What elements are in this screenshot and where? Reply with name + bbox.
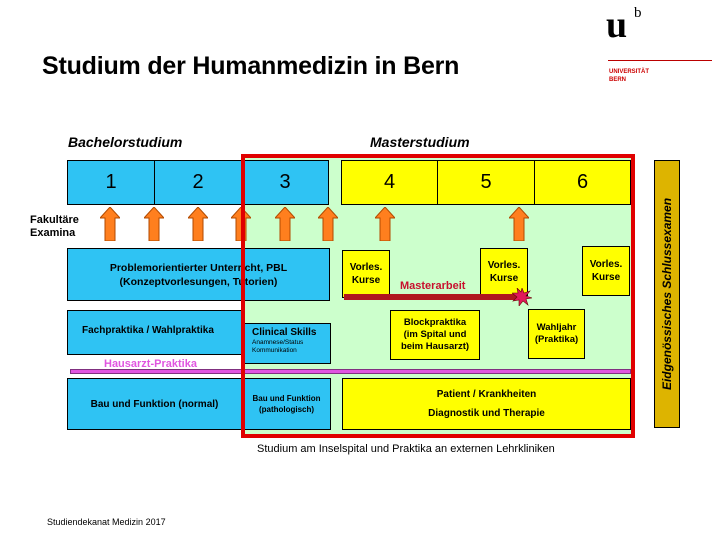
fachpraktika-box: Fachpraktika / Wahlpraktika [67, 310, 242, 355]
semester-6: 6 [534, 160, 631, 205]
faculty-exams-label: Fakultäre Examina [30, 214, 79, 239]
university-logo-text [609, 68, 649, 84]
blockpraktika-box: Blockpraktika (im Spital und beim Hausarzt) [390, 310, 480, 360]
semester-4: 4 [341, 160, 438, 205]
bachelor-header: Bachelorstudium [68, 134, 183, 150]
clinical-skills-title: Clinical Skills [252, 327, 317, 338]
university-logo-u: u [606, 4, 628, 46]
clinical-skills-sub: Anamnese/Status Kommunikation [252, 339, 304, 354]
patient-line-1: Patient / Krankheiten [436, 389, 537, 400]
final-exam-label: Eidgenössisches Schlussexamen [660, 197, 674, 391]
page-title: Studium der Humanmedizin in Bern [42, 52, 460, 80]
logo-divider [608, 60, 712, 61]
pbl-line-1: Problemorientierter Unterricht, PBL [109, 261, 288, 274]
bau-patho-box: Bau und Funktion (pathologisch) [242, 378, 331, 430]
hausarzt-label: Hausarzt-Praktika [104, 358, 197, 370]
vorles-kurse-6: Vorles. Kurse [582, 246, 630, 296]
semester-2: 2 [154, 160, 242, 205]
bau-normal-box: Bau und Funktion (normal) [67, 378, 242, 430]
masterarbeit-label: Masterarbeit [400, 280, 466, 292]
logo-line-1: UNIVERSITÄT [609, 69, 650, 75]
master-header: Masterstudium [370, 134, 470, 150]
vorles-kurse-4: Vorles. Kurse [342, 250, 390, 298]
semester-5: 5 [437, 160, 535, 205]
wahljahr-box: Wahljahr (Praktika) [528, 309, 585, 359]
semester-3: 3 [241, 160, 329, 205]
logo-line-2: BERN [609, 77, 627, 83]
exam-arrow-2 [144, 207, 164, 241]
semester-1: 1 [67, 160, 155, 205]
footer-text: Studiendekanat Medizin 2017 [47, 517, 166, 527]
exam-arrow-1 [100, 207, 120, 241]
location-note: Studium am Inselspital und Praktika an externen Lehrkliniken [257, 443, 555, 455]
exam-arrow-3 [188, 207, 208, 241]
university-logo-b: b [634, 5, 642, 21]
patient-line-2: Diagnostik und Therapie [428, 408, 545, 419]
pbl-line-2: (Konzeptvorlesungen, Tutorien) [119, 275, 278, 288]
master-frame [241, 154, 635, 438]
final-exam-box [654, 160, 680, 428]
vorles-kurse-5: Vorles. Kurse [480, 248, 528, 296]
